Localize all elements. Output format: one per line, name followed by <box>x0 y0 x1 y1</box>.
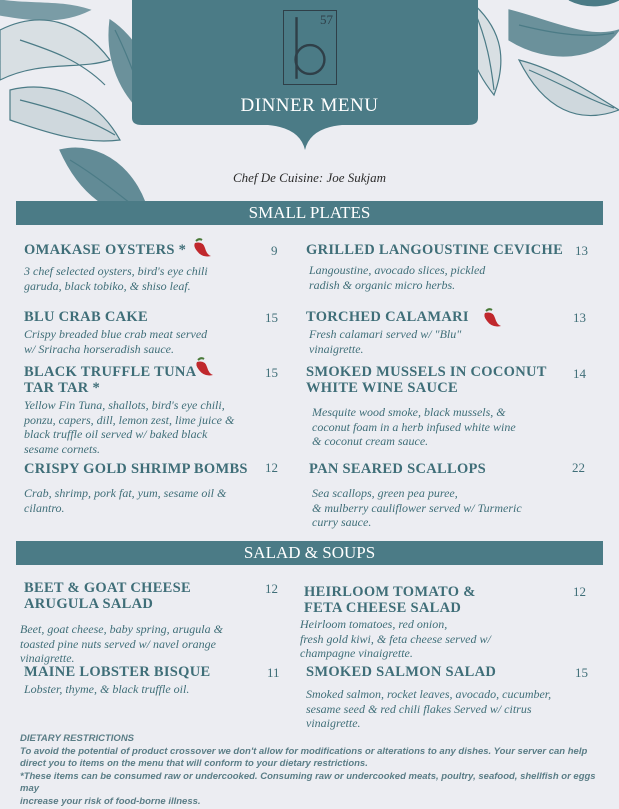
item-description: Beet, goat cheese, baby spring, arugula & toasted pine nuts served w/ navel orange vinaigrette. <box>20 622 223 666</box>
dietary-notice <box>20 733 605 809</box>
menu-item-omakase-oysters <box>24 242 294 293</box>
item-description: Heirloom tomatoes, red onion, fresh gold kiwi, & feta cheese served w/ champagne vinaigrette. <box>300 617 491 661</box>
dietary-line: increase your risk of food-borne illness. <box>20 795 201 807</box>
item-name: SMOKED MUSSELS IN COCONUT WHITE WINE SAUCE <box>306 364 547 396</box>
item-name: MAINE LOBSTER BISQUE <box>24 664 211 680</box>
dietary-line: *These items can be consumed raw or undercooked. Consuming raw or undercooked meats, poultry, seafood, shellfish or eggs may <box>20 770 596 795</box>
item-description: Langoustine, avocado slices, pickled radish & organic micro herbs. <box>309 263 486 292</box>
chili-pepper-icon <box>480 306 502 328</box>
item-price: 15 <box>265 310 278 325</box>
item-name: HEIRLOOM TOMATO & FETA CHEESE SALAD <box>304 584 476 616</box>
dietary-heading: DIETARY RESTRICTIONS <box>20 733 135 744</box>
item-price: 13 <box>573 310 586 325</box>
item-name: BLACK TRUFFLE TUNA TAR TAR * <box>24 364 197 396</box>
menu-item-grilled-langoustine-ceviche <box>306 242 596 292</box>
menu-item-beet-goat-cheese-salad <box>20 580 294 666</box>
item-price: 11 <box>267 665 280 680</box>
item-price: 9 <box>271 243 278 258</box>
item-name: GRILLED LANGOUSTINE CEVICHE <box>306 242 564 258</box>
item-description: Mesquite wood smoke, black mussels, & coconut foam in a herb infused white wine & coconut cream sauce. <box>312 405 516 449</box>
menu-item-blu-crab-cake <box>24 309 294 356</box>
dietary-line: To avoid the potential of product crossover we don't allow for modifications or alterations to any dishes. Your server can help <box>20 745 588 757</box>
menu-title: DINNER MENU <box>240 95 379 116</box>
menu-item-pan-seared-scallops <box>309 461 599 530</box>
item-description: Crab, shrimp, pork fat, yum, sesame oil & cilantro. <box>24 486 227 515</box>
item-price: 12 <box>265 581 278 596</box>
item-name: PAN SEARED SCALLOPS <box>309 461 487 477</box>
item-description: 3 chef selected oysters, bird's eye chili garuda, black tobiko, & shiso leaf. <box>24 264 208 293</box>
item-price: 15 <box>575 665 588 680</box>
chili-pepper-icon <box>190 236 212 258</box>
item-name: CRISPY GOLD SHRIMP BOMBS <box>24 461 248 477</box>
chef-credit: Chef De Cuisine: Joe Sukjam <box>232 170 387 185</box>
dietary-line: direct you to items on the menu that will conform to your dietary restrictions. <box>20 758 368 770</box>
item-price: 15 <box>265 365 278 380</box>
menu-item-crispy-gold-shrimp-bombs <box>24 461 294 515</box>
item-price: 12 <box>573 584 586 599</box>
item-name: OMAKASE OYSTERS * <box>24 242 187 258</box>
item-description: Smoked salmon, rocket leaves, avocado, cucumber, sesame seed & red chili flakes Served w/ citrus vinaigrette. <box>306 687 552 731</box>
menu-item-maine-lobster-bisque <box>24 664 294 697</box>
menu-item-smoked-salmon-salad <box>306 664 601 731</box>
item-name: TORCHED CALAMARI <box>306 309 469 325</box>
item-name: BLU CRAB CAKE <box>24 309 148 325</box>
item-price: 14 <box>573 366 586 381</box>
menu-item-smoked-mussels <box>306 364 596 449</box>
item-description: Lobster, thyme, & black truffle oil. <box>24 682 190 696</box>
item-description: Sea scallops, green pea puree, & mulberry cauliflower served w/ Turmeric curry sauce. <box>312 486 522 530</box>
salad-soups-heading: SALAD & SOUPS <box>16 541 603 565</box>
small-plates-heading: SMALL PLATES <box>16 201 603 225</box>
item-description: Crispy breaded blue crab meat served w/ Sriracha horseradish sauce. <box>24 327 208 356</box>
item-description: Yellow Fin Tuna, shallots, bird's eye chili, ponzu, capers, dill, lemon zest, lime juice & black truffle oil served w/ baked black sesame cornets. <box>24 398 235 456</box>
menu-item-heirloom-tomato-feta-salad <box>300 584 594 661</box>
item-price: 13 <box>575 243 588 258</box>
item-price: 12 <box>265 460 278 475</box>
menu-item-black-truffle-tuna <box>24 364 294 456</box>
item-description: Fresh calamari served w/ "Blu" vinaigrette. <box>309 327 462 356</box>
item-price: 22 <box>572 460 585 475</box>
item-name: BEET & GOAT CHEESE ARUGULA SALAD <box>24 580 191 612</box>
logo-number: 57 <box>320 12 333 27</box>
item-name: SMOKED SALMON SALAD <box>306 664 497 680</box>
restaurant-logo <box>283 10 337 85</box>
menu-item-torched-calamari <box>306 309 596 356</box>
chili-pepper-icon <box>192 355 214 377</box>
